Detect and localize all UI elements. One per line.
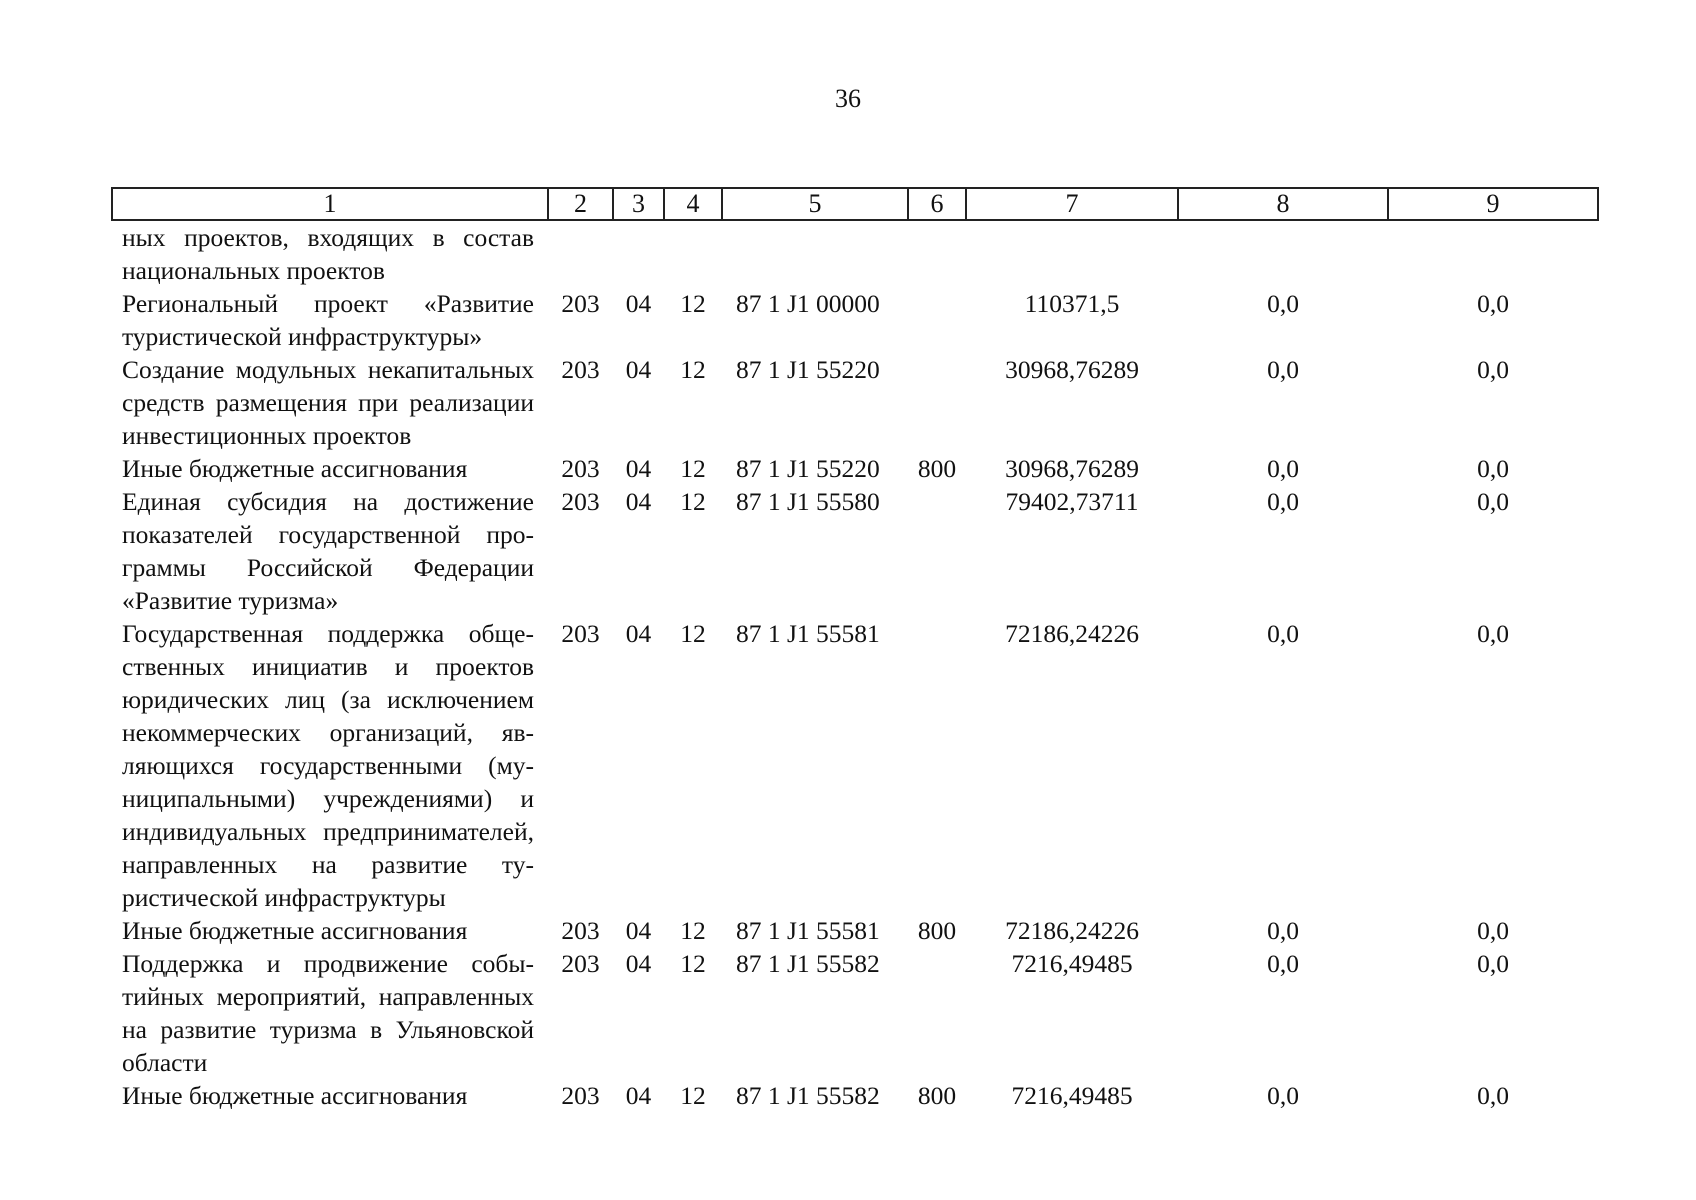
row-name: ных проектов, входящих в состав национальных проектов xyxy=(122,223,534,285)
col-6-expense-type xyxy=(908,485,966,617)
budget-table xyxy=(111,187,1599,1112)
col-6-expense-type xyxy=(908,617,966,914)
row-name: Региональный проект «Развитие туристической инфраструктуры» xyxy=(122,289,534,351)
col-9-amount: 0,0 xyxy=(1477,454,1509,483)
row-name: Иные бюджетные ассигнования xyxy=(122,1081,468,1110)
row-name: Поддержка и продвижение событийных мероприятий, направленных на развитие туризма в Ульяновской области xyxy=(122,949,534,1077)
header-cell-5: 5 xyxy=(722,188,908,220)
col-5-target-article: 87 1 J1 55582 xyxy=(736,949,880,978)
col-7-amount: 7216,49485 xyxy=(1011,1081,1133,1110)
col-5-target-article: 87 1 J1 55581 xyxy=(736,619,880,648)
col-4-subsection: 12 xyxy=(680,487,706,516)
col-5-target-article: 87 1 J1 55220 xyxy=(736,454,880,483)
col-8-amount: 0,0 xyxy=(1267,487,1299,516)
col-3-section: 04 xyxy=(625,619,652,648)
table-row xyxy=(112,914,1598,947)
row-name: Иные бюджетные ассигнования xyxy=(122,454,468,483)
col-7-amount: 7216,49485 xyxy=(1011,949,1133,978)
col-3-section: 04 xyxy=(625,355,652,384)
col-6-expense-type xyxy=(908,353,966,452)
col-8-amount: 0,0 xyxy=(1267,289,1299,318)
col-4-subsection xyxy=(664,220,722,287)
col-4-subsection: 12 xyxy=(680,289,706,318)
table-row xyxy=(112,452,1598,485)
col-2-code: 203 xyxy=(561,355,600,384)
col-9-amount: 0,0 xyxy=(1477,949,1509,978)
col-5-target-article: 87 1 J1 00000 xyxy=(736,289,880,318)
table-body xyxy=(112,220,1598,1112)
col-8-amount: 0,0 xyxy=(1267,454,1299,483)
col-5-target-article: 87 1 J1 55580 xyxy=(736,487,880,516)
col-8-amount: 0,0 xyxy=(1267,1081,1299,1110)
col-2-code: 203 xyxy=(561,289,600,318)
table-row xyxy=(112,287,1598,353)
col-8-amount: 0,0 xyxy=(1267,916,1299,945)
col-6-expense-type: 800 xyxy=(917,1081,957,1110)
col-6-expense-type: 800 xyxy=(917,454,957,483)
col-7-amount: 79402,73711 xyxy=(1005,487,1139,516)
col-4-subsection: 12 xyxy=(680,1081,706,1110)
header-cell-9: 9 xyxy=(1388,188,1598,220)
col-9-amount: 0,0 xyxy=(1477,289,1509,318)
col-3-section: 04 xyxy=(625,487,652,516)
col-5-target-article: 87 1 J1 55220 xyxy=(736,355,880,384)
col-3-section xyxy=(613,220,664,287)
col-7-amount: 110371,5 xyxy=(1024,289,1120,318)
col-7-amount: 30968,76289 xyxy=(1005,454,1139,483)
col-3-section: 04 xyxy=(625,454,652,483)
col-8-amount: 0,0 xyxy=(1267,949,1299,978)
col-6-expense-type xyxy=(908,947,966,1079)
table-row xyxy=(112,220,1598,287)
row-name: Единая субсидия на достижение показателей государственной программы Российской Федерации «Развитие туризма» xyxy=(122,487,534,615)
col-2-code: 203 xyxy=(561,1081,600,1110)
header-cell-3: 3 xyxy=(613,188,664,220)
col-4-subsection: 12 xyxy=(680,454,706,483)
col-4-subsection: 12 xyxy=(680,916,706,945)
table-row xyxy=(112,353,1598,452)
table-row xyxy=(112,1079,1598,1112)
col-8-amount: 0,0 xyxy=(1267,355,1299,384)
col-9-amount: 0,0 xyxy=(1477,916,1509,945)
table-row xyxy=(112,485,1598,617)
col-5-target-article xyxy=(722,220,908,287)
header-cell-4: 4 xyxy=(664,188,722,220)
col-7-amount xyxy=(966,220,1178,287)
col-9-amount: 0,0 xyxy=(1477,1081,1509,1110)
header-row xyxy=(112,188,1598,220)
col-9-amount: 0,0 xyxy=(1477,355,1509,384)
col-7-amount: 30968,76289 xyxy=(1005,355,1139,384)
col-3-section: 04 xyxy=(625,949,652,978)
col-8-amount xyxy=(1178,220,1388,287)
header-cell-1: 1 xyxy=(112,188,548,220)
col-5-target-article: 87 1 J1 55581 xyxy=(736,916,880,945)
col-2-code: 203 xyxy=(561,619,600,648)
col-5-target-article: 87 1 J1 55582 xyxy=(736,1081,880,1110)
col-6-expense-type xyxy=(908,287,966,353)
col-9-amount: 0,0 xyxy=(1477,487,1509,516)
row-name: Создание модульных некапитальных средств размещения при реализации инвестиционных проектов xyxy=(122,355,534,450)
col-2-code: 203 xyxy=(561,916,600,945)
col-3-section: 04 xyxy=(625,916,652,945)
col-2-code xyxy=(548,220,613,287)
col-3-section: 04 xyxy=(625,1081,652,1110)
header-cell-8: 8 xyxy=(1178,188,1388,220)
col-4-subsection: 12 xyxy=(680,949,706,978)
col-2-code: 203 xyxy=(561,949,600,978)
col-7-amount: 72186,24226 xyxy=(1005,916,1139,945)
col-2-code: 203 xyxy=(561,487,600,516)
row-name: Иные бюджетные ассигнования xyxy=(122,916,468,945)
col-9-amount: 0,0 xyxy=(1477,619,1509,648)
col-9-amount xyxy=(1388,220,1598,287)
col-8-amount: 0,0 xyxy=(1267,619,1299,648)
col-3-section: 04 xyxy=(625,289,652,318)
header-cell-7: 7 xyxy=(966,188,1178,220)
col-6-expense-type: 800 xyxy=(917,916,957,945)
col-4-subsection: 12 xyxy=(680,355,706,384)
col-7-amount: 72186,24226 xyxy=(1005,619,1139,648)
page-number: 36 xyxy=(835,84,861,113)
header-cell-6: 6 xyxy=(908,188,966,220)
col-6-expense-type xyxy=(908,220,966,287)
row-name: Государственная поддержка общественных инициатив и проектов юридических лиц (за исключением некоммерческих организаций, являющихся государственными (муниципальными) учреждениями) и индивидуальных предпринимателей, направленных на развитие туристической инфраструктуры xyxy=(122,619,534,912)
col-4-subsection: 12 xyxy=(680,619,706,648)
table-row xyxy=(112,947,1598,1079)
header-cell-2: 2 xyxy=(548,188,613,220)
table-row xyxy=(112,617,1598,914)
col-2-code: 203 xyxy=(561,454,600,483)
